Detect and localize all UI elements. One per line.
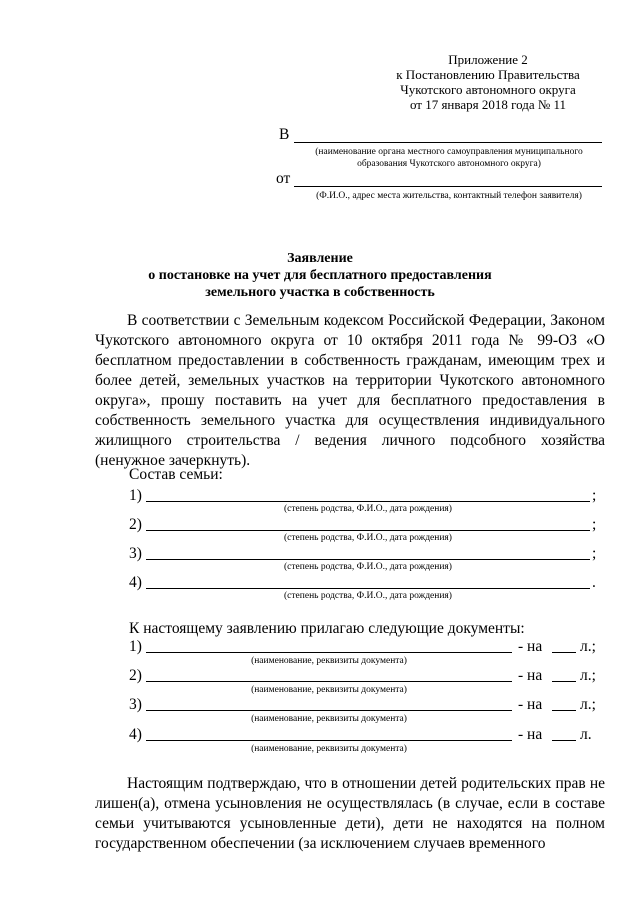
document-item-4-field[interactable] [146, 740, 512, 741]
family-item-1-end: ; [592, 487, 597, 504]
family-item-2-end: ; [592, 516, 597, 533]
body-paragraph-1 [95, 311, 605, 471]
family-heading: Состав семьи: [129, 466, 223, 483]
document-item-1-on: - на [518, 638, 543, 655]
document-item-2-field[interactable] [146, 681, 512, 682]
title-line3: земельного участка в собственность [205, 285, 435, 300]
title-line2: о постановке на учет для бесплатного предоставления [148, 268, 492, 283]
family-item-3-end: ; [592, 545, 597, 562]
document-item-4-end: л. [580, 726, 592, 743]
document-item-3-caption: (наименование, реквизиты документа) [251, 714, 407, 724]
appendix-line2: к Постановлению Правительства [396, 67, 580, 82]
paragraph-2-text: Настоящим подтверждаю, что в отношении детей родительских прав не лишен(а), отмена усыновления не осуществлялась (в случае, если в составе семьи учитываются усыновленные дети), дети не находятся на полном государственном обеспечении (за исключением случаев временного [95, 775, 605, 852]
family-item-4-end: . [592, 574, 596, 591]
document-item-1-field[interactable] [146, 652, 512, 653]
document-item-2-end: л.; [580, 667, 596, 684]
family-item-1-field[interactable] [146, 501, 590, 502]
document-item-2-number: 2) [129, 667, 142, 684]
document-item-3-on: - на [518, 696, 543, 713]
family-item-4-number: 4) [129, 574, 142, 591]
appendix-line4: от 17 января 2018 года № 11 [409, 97, 567, 112]
document-item-3-end: л.; [580, 696, 596, 713]
document-item-2-caption: (наименование, реквизиты документа) [251, 685, 407, 695]
from-prefix: от [276, 170, 291, 187]
document-item-1-caption: (наименование, реквизиты документа) [251, 656, 407, 666]
title-line1: Заявление [287, 251, 353, 266]
family-item-4-field[interactable] [146, 588, 590, 589]
document-item-2-pages-field[interactable] [552, 681, 576, 682]
from-caption: (Ф.И.О., адрес места жительства, контактный телефон заявителя) [316, 191, 582, 201]
family-item-2-number: 2) [129, 516, 142, 533]
appendix-header [378, 52, 598, 112]
to-caption: (наименование органа местного самоуправления муниципального образования Чукотского автономного округа) [315, 147, 583, 169]
family-item-2-caption: (степень родства, Ф.И.О., дата рождения) [284, 533, 452, 543]
family-item-2-field[interactable] [146, 530, 590, 531]
family-item-3-field[interactable] [146, 559, 590, 560]
document-item-3-pages-field[interactable] [552, 710, 576, 711]
appendix-line1: Приложение 2 [448, 52, 528, 67]
from-field[interactable] [294, 186, 602, 187]
family-item-1-caption: (степень родства, Ф.И.О., дата рождения) [284, 504, 452, 514]
document-item-1-end: л.; [580, 638, 596, 655]
document-item-1-number: 1) [129, 638, 142, 655]
document-item-2-on: - на [518, 667, 543, 684]
documents-heading: К настоящему заявлению прилагаю следующие документы: [129, 620, 525, 637]
family-item-3-caption: (степень родства, Ф.И.О., дата рождения) [284, 562, 452, 572]
document-item-4-pages-field[interactable] [552, 740, 576, 741]
document-item-3-number: 3) [129, 696, 142, 713]
document-item-4-caption: (наименование, реквизиты документа) [251, 744, 407, 754]
body-paragraph-2 [95, 774, 605, 854]
to-field[interactable] [294, 142, 602, 143]
document-item-4-number: 4) [129, 726, 142, 743]
family-item-4-caption: (степень родства, Ф.И.О., дата рождения) [284, 591, 452, 601]
family-item-3-number: 3) [129, 545, 142, 562]
family-item-1-number: 1) [129, 487, 142, 504]
appendix-line3: Чукотского автономного округа [400, 82, 576, 97]
paragraph-1-text: В соответствии с Земельным кодексом Российской Федерации, Законом Чукотского автономного округа от 10 октября 2011 года № 99-ОЗ «О бесплатном предоставлении в собственность гражданам, имеющим трех и более детей, земельных участков на территории Чукотского автономного округа», прошу поставить на учет для бесплатного предоставления в собственность земельного участка для осуществления индивидуального жилищного строительства / ведения личного подсобного хозяйства (ненужное зачеркнуть). [95, 312, 605, 469]
to-prefix: В [279, 126, 290, 143]
document-item-3-field[interactable] [146, 710, 512, 711]
document-item-1-pages-field[interactable] [552, 652, 576, 653]
document-title [0, 250, 640, 301]
document-item-4-on: - на [518, 726, 543, 743]
